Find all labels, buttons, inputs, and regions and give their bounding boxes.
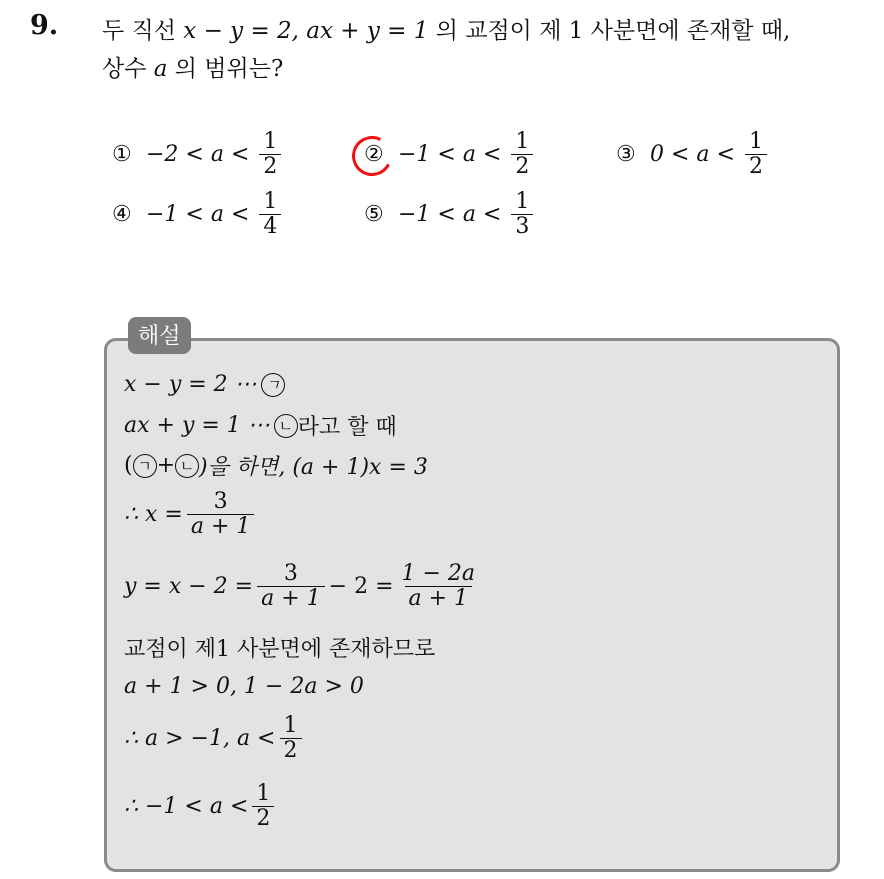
choice-number: ③ — [616, 142, 636, 168]
denominator: 2 — [745, 154, 767, 179]
question-text: 의 범위는? — [167, 56, 284, 82]
numerator: 1 — [283, 713, 298, 738]
question-text: 상수 — [102, 56, 154, 82]
choice-3[interactable] — [616, 130, 771, 179]
choice-inequality: −1 < a < — [146, 202, 250, 228]
question-text: 의 교점이 제 1 사분면에 존재할 때, — [428, 18, 791, 44]
fraction — [745, 130, 767, 179]
equation: y = x − 2 = — [124, 574, 254, 600]
numerator: 1 — [256, 781, 271, 806]
question-text: 두 직선 — [102, 18, 184, 44]
denominator: a + 1 — [257, 586, 325, 611]
circled-label: ㄱ — [133, 454, 157, 478]
solution-text: )을 하면, (a + 1)x = 3 — [199, 455, 428, 480]
solution-line-2 — [124, 410, 397, 441]
choice-inequality: −1 < a < — [398, 202, 502, 228]
denominator: 2 — [280, 738, 302, 763]
denominator: 2 — [511, 154, 533, 179]
denominator: a + 1 — [187, 514, 255, 539]
choice-1[interactable] — [112, 130, 285, 179]
choice-inequality: −1 < a < — [398, 142, 502, 168]
solution-text: 교점이 제1 사분면에 존재하므로 — [124, 637, 436, 662]
solution-line-1 — [124, 372, 285, 397]
solution-line-5 — [124, 562, 483, 611]
fraction — [511, 190, 533, 239]
numerator: 1 — [748, 129, 763, 154]
numerator: 1 — [263, 189, 278, 214]
circled-label: ㄴ — [175, 454, 199, 478]
numerator: 1 — [515, 189, 530, 214]
equation: ∴ a > −1, a < — [124, 726, 276, 752]
question-number: 9. — [30, 10, 59, 41]
choice-number: ⑤ — [364, 202, 384, 228]
choice-5[interactable] — [364, 190, 537, 239]
equation: ax + y = 1 ⋯ — [124, 413, 270, 438]
numerator: 1 — [263, 129, 278, 154]
denominator: 4 — [259, 214, 281, 239]
fraction — [511, 130, 533, 179]
equation: a + 1 > 0, 1 − 2a > 0 — [124, 674, 364, 699]
equation: − 2 = — [328, 574, 394, 600]
numerator: 3 — [213, 489, 228, 514]
equation: ∴ x = — [124, 502, 183, 528]
fraction — [280, 714, 302, 763]
numerator: 3 — [283, 561, 298, 586]
choice-4[interactable] — [112, 190, 285, 239]
equation: ∴ −1 < a < — [124, 794, 249, 820]
fraction — [252, 782, 274, 831]
variable-a: a — [153, 56, 168, 82]
choice-number: ② — [364, 142, 384, 168]
solution-line-9 — [124, 782, 278, 831]
fraction — [259, 190, 281, 239]
choice-inequality: −2 < a < — [146, 142, 250, 168]
choice-inequality: 0 < a < — [650, 142, 735, 168]
numerator: 1 − 2a — [401, 561, 476, 586]
circled-label: ㄱ — [261, 373, 285, 397]
fraction — [187, 490, 255, 539]
solution-title: 해설 — [128, 317, 191, 354]
solution-line-8 — [124, 714, 306, 763]
fraction — [259, 130, 281, 179]
solution-text: 라고 할 때 — [297, 415, 397, 440]
choice-number: ④ — [112, 202, 132, 228]
plus: + — [156, 453, 176, 478]
question-line-2 — [102, 50, 283, 83]
equation-2: ax + y = 1 — [306, 18, 429, 44]
choice-number: ① — [112, 142, 132, 168]
fraction — [398, 562, 480, 611]
paren: ( — [124, 453, 133, 478]
solution-line-7 — [124, 674, 364, 699]
denominator: 2 — [252, 806, 274, 831]
denominator: a + 1 — [405, 586, 473, 611]
solution-line-6 — [124, 632, 435, 663]
equation: x − y = 2 ⋯ — [124, 372, 257, 397]
equation-1: x − y = 2, — [183, 18, 299, 44]
circled-label: ㄴ — [274, 414, 298, 438]
numerator: 1 — [515, 129, 530, 154]
solution-line-4 — [124, 490, 258, 539]
denominator: 3 — [511, 214, 533, 239]
question-line-1 — [102, 12, 790, 45]
solution-line-3 — [124, 450, 428, 481]
denominator: 2 — [259, 154, 281, 179]
fraction — [257, 562, 325, 611]
